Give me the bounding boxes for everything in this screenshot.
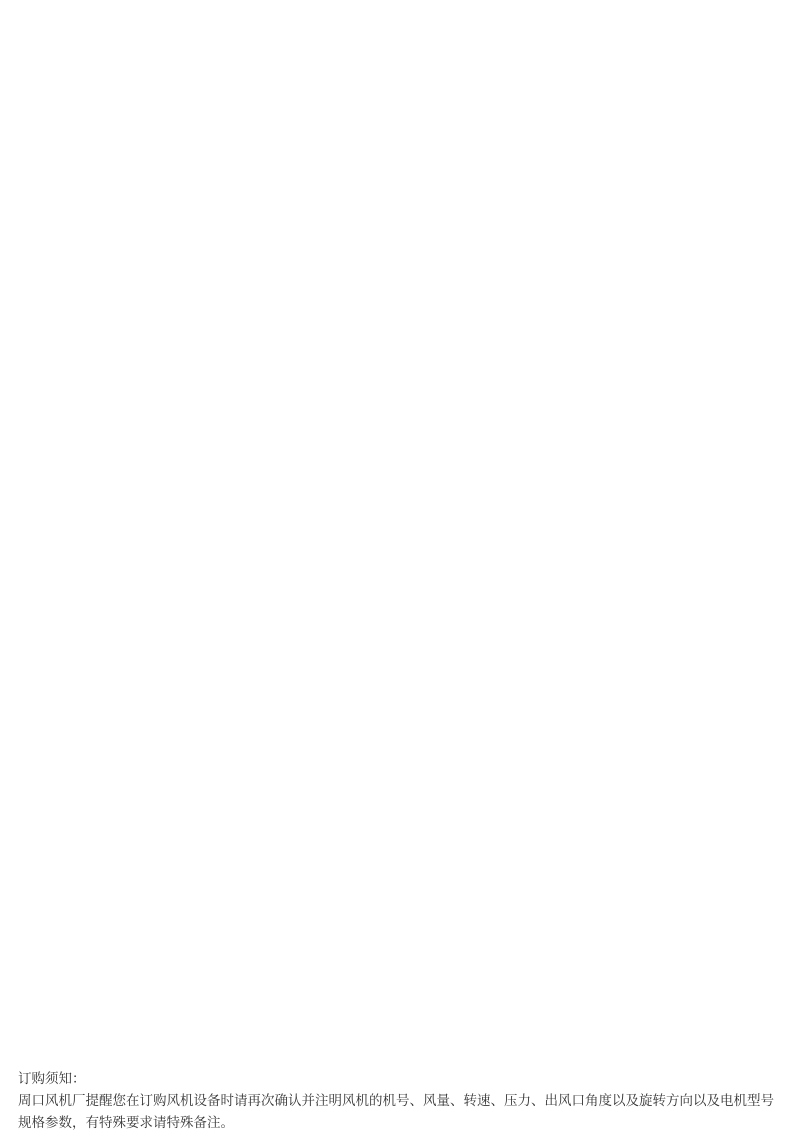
notes-body: 周口风机厂提醒您在订购风机设备时请再次确认并注明风机的机号、风量、转速、压力、出风口角度以及旋转方向以及电机型号规格参数，有特殊要求请特殊备注。: [18, 1093, 774, 1131]
order-notes: [18, 1068, 778, 1134]
notes-heading: 订购须知：: [18, 1071, 86, 1087]
